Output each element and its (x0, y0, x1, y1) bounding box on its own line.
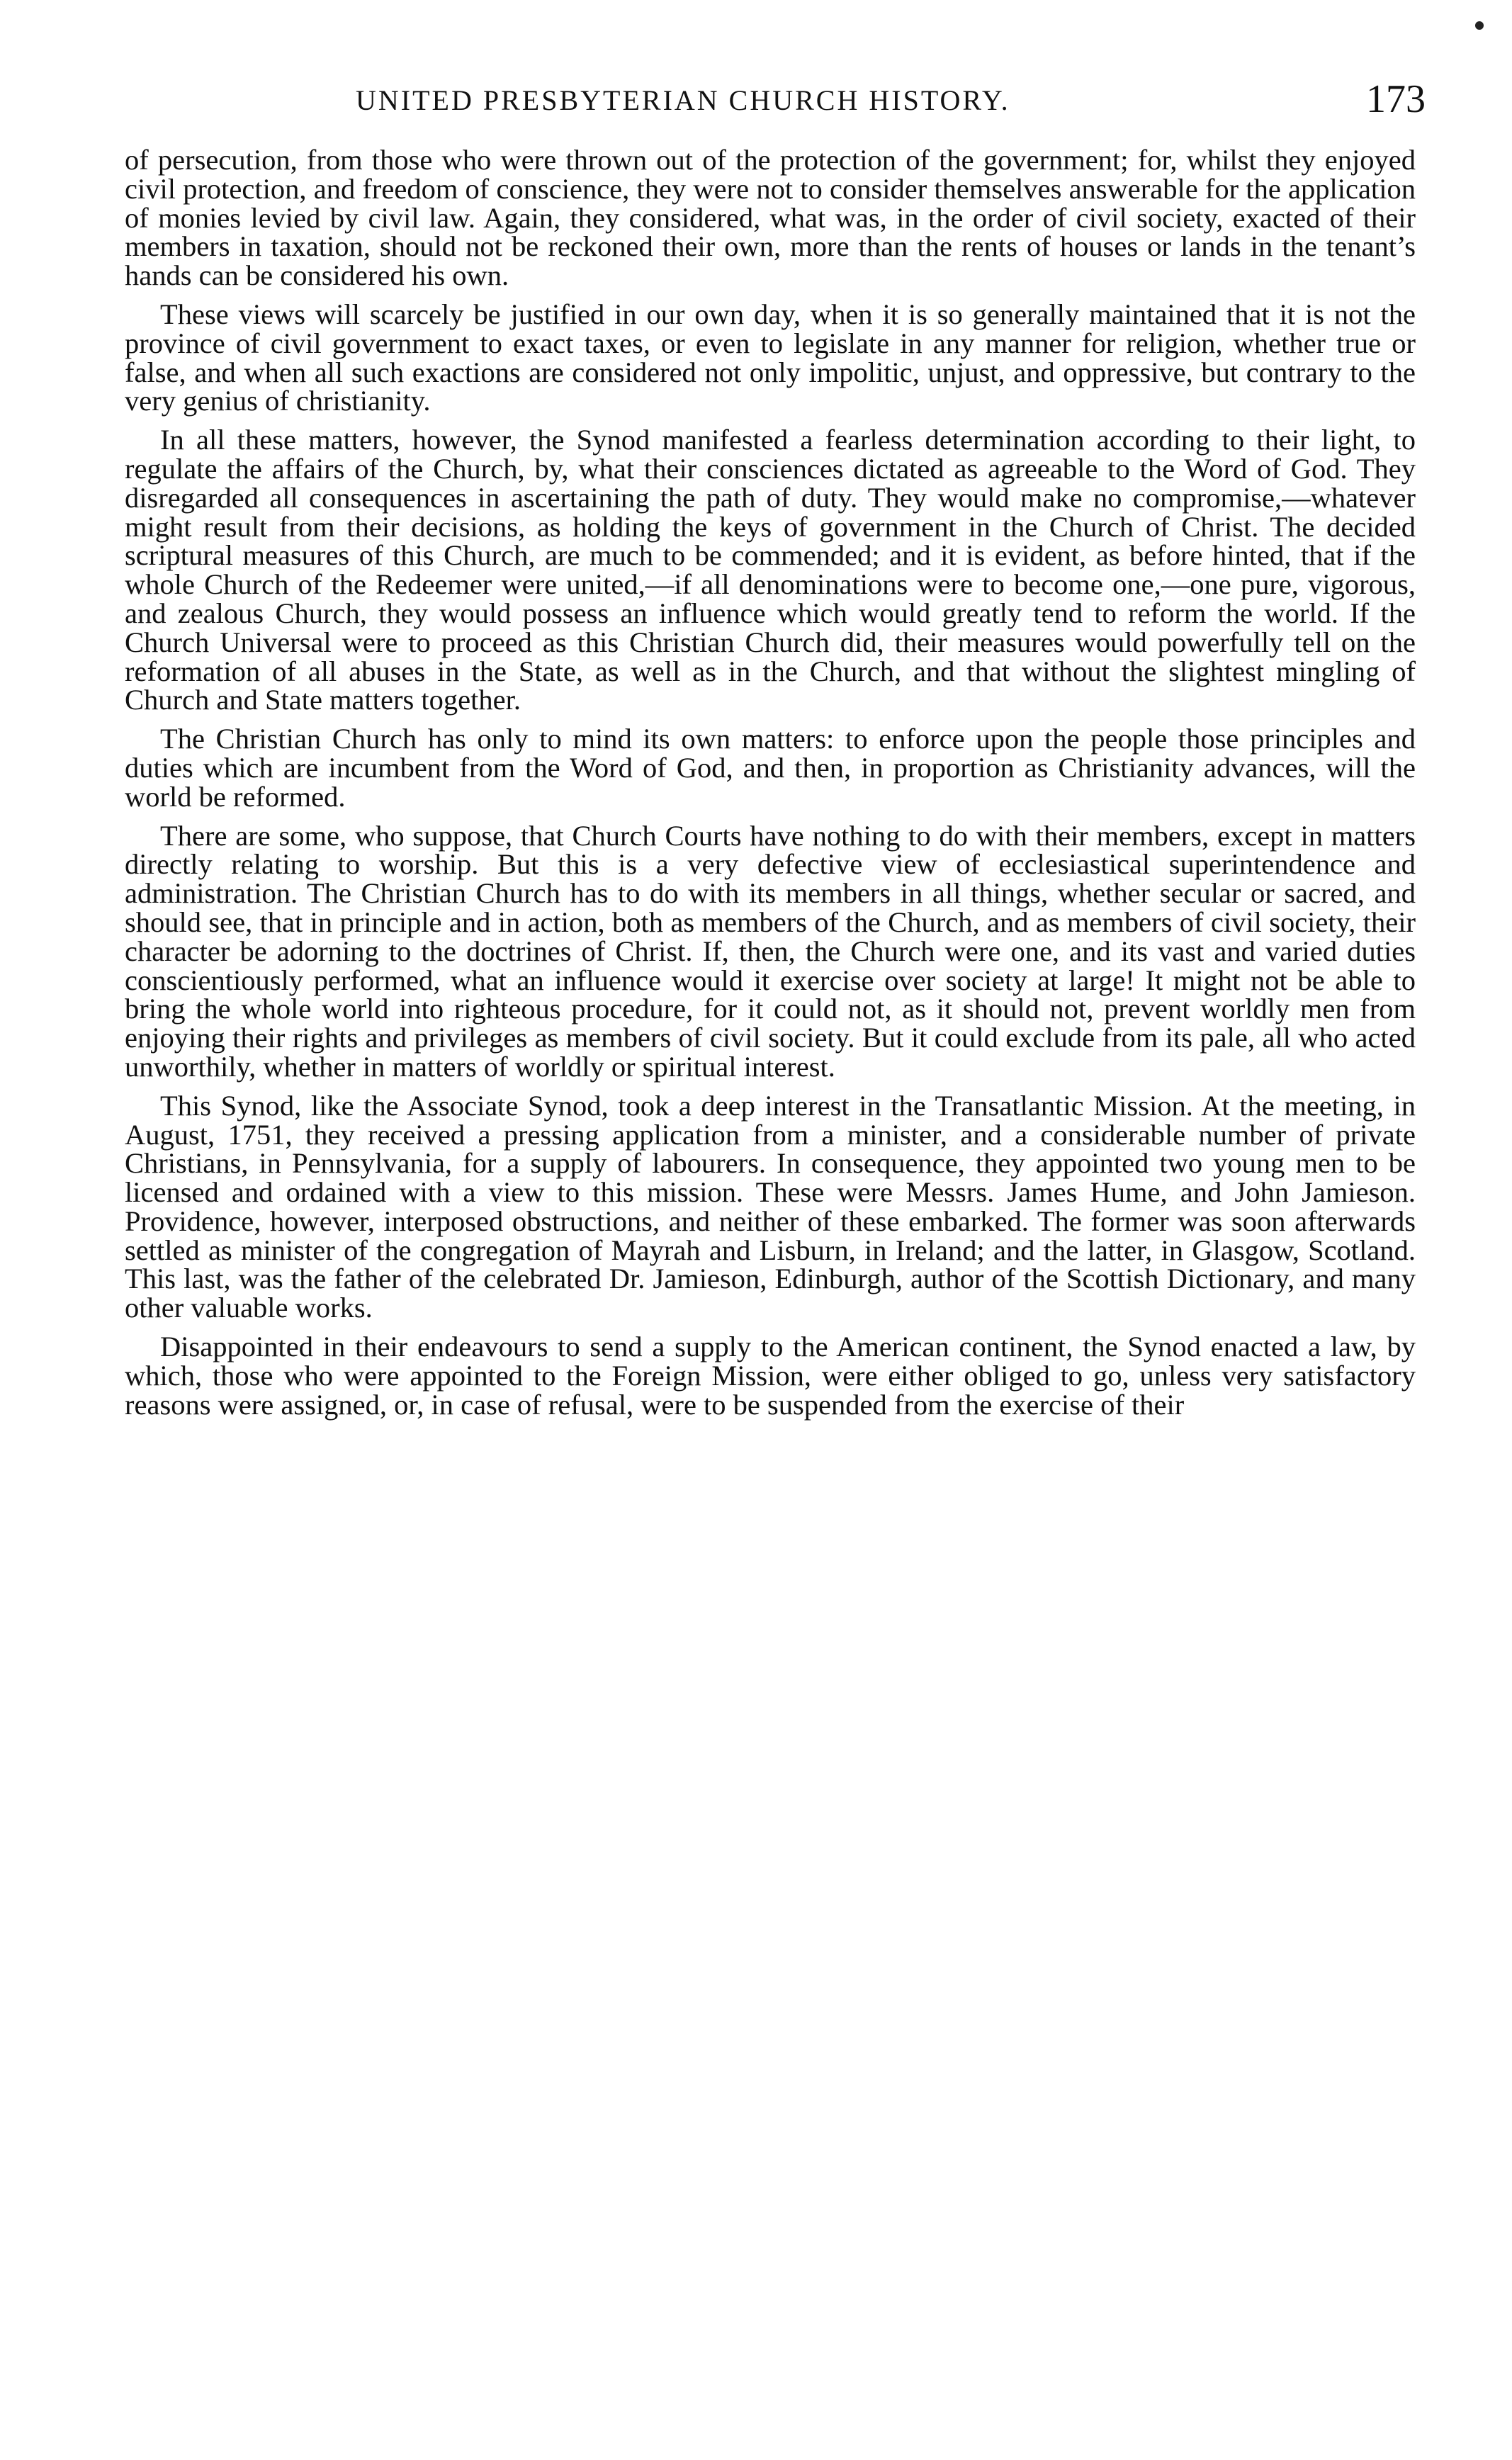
paragraph: In all these matters, however, the Synod manifested a fearless determination according to their light, to regulate the affairs of the Church, by, what their consciences dictated as agreeable to the Word of God. They disregarded all consequences in ascertaining the path of duty. They would make no compromise,—whatever might result from their decisions, as holding the keys of government in the Church of Christ. The decided scriptural measures of this Church, are much to be commended; and it is evident, as before hinted, that if the whole Church of the Redeemer were united,—if all denominations were to become one,—one pure, vigorous, and zealous Church, they would possess an influence which would greatly tend to reform the world. If the Church Universal were to proceed as this Christian Church did, their measures would powerfully tell on the reformation of all abuses in the State, as well as in the Church, and that without the slightest mingling of Church and State matters together. (125, 424, 1416, 716)
ink-dot (1475, 21, 1484, 30)
body-text (125, 146, 1416, 1429)
paragraph: These views will scarcely be justified in our own day, when it is so generally maintained that it is not the province of civil government to exact taxes, or even to legislate in any manner for religion, whether true or false, and when all such exactions are considered not only impolitic, unjust, and oppressive, but contrary to the very genius of christianity. (125, 298, 1416, 417)
page-number: 173 (1366, 77, 1426, 121)
paragraph: The Christian Church has only to mind its own matters: to enforce upon the people those principles and duties which are incumbent from the Word of God, and then, in proportion as Christianity advances, will the world be reformed. (125, 723, 1416, 813)
paragraph: Disappointed in their endeavours to send a supply to the American continent, the Synod enacted a law, by which, those who were appointed to the Foreign Mission, were either obliged to go, unless very satisfactory reasons were assigned, or, in case of refusal, were to be suspended from the exercise of their (125, 1331, 1416, 1421)
running-title: UNITED PRESBYTERIAN CHURCH HISTORY. (356, 84, 1010, 116)
paragraph-continuation: of persecution, from those who were thrown out of the protection of the government; for, whilst they enjoyed civil protection, and freedom of conscience, they were not to consider themselves answerable for the application of monies levied by civil law. Again, they considered, what was, in the order of civil society, exacted of their members in taxation, should not be reckoned their own, more than the rents of houses or lands in the tenant’s hands can be considered his own. (125, 144, 1416, 292)
running-head (125, 77, 1426, 133)
paragraph: This Synod, like the Associate Synod, took a deep interest in the Transatlantic Mission. At the meeting, in August, 1751, they received a pressing application from a minister, and a considerable number of private Christians, in Pennsylvania, for a supply of labourers. In consequence, they appointed two young men to be licensed and ordained with a view to this mission. These were Messrs. James Hume, and John Jamieson. Providence, however, interposed obstructions, and neither of these embarked. The former was soon afterwards settled as minister of the congregation of Mayrah and Lisburn, in Ireland; and the latter, in Glasgow, Scotland. This last, was the father of the celebrated Dr. Jamieson, Edinburgh, author of the Scottish Dictionary, and many other valuable works. (125, 1089, 1416, 1324)
paragraph: There are some, who suppose, that Church Courts have nothing to do with their members, except in matters directly relating to worship. But this is a very defective view of ecclesiastical superintendence and administration. The Christian Church has to do with its members in all things, whether secular or sacred, and should see, that in principle and in action, both as members of the Church, and as members of civil society, their character be adorning to the doctrines of Christ. If, then, the Church were one, and its vast and varied duties conscientiously performed, what an influence would it exercise over society at large! It might not be able to bring the whole world into righteous procedure, for it could not, as it should not, prevent worldly men from enjoying their rights and privileges as members of civil society. But it could exclude from its pale, all who acted unworthily, whether in matters of worldly or spiritual interest. (125, 819, 1416, 1083)
